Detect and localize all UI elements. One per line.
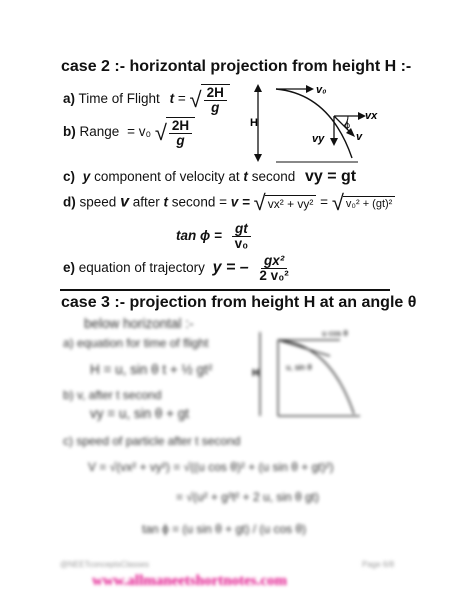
- tan-phi-num: gt: [232, 222, 251, 237]
- range-sqrt: √ $\frac{2H}{g}$: [155, 117, 195, 148]
- vy-equation: vy = gt: [305, 168, 357, 185]
- horizontal-projection-diagram: [248, 82, 388, 164]
- case3-a-text: a) equation for time of flight: [63, 336, 209, 350]
- time-num: 2H: [204, 86, 227, 101]
- item-e-label: e): [63, 260, 76, 276]
- case3-b-equation: vy = u, sin θ + gt: [90, 406, 190, 421]
- item-c-label: c): [63, 169, 76, 184]
- trajectory-num: gx²: [261, 254, 287, 269]
- y-component-row: [63, 168, 356, 186]
- time-equals: =: [177, 91, 186, 107]
- v-var: v: [120, 193, 129, 211]
- range-num: 2H: [169, 119, 192, 134]
- time-of-flight-row: [63, 84, 230, 115]
- range-den: g: [176, 133, 185, 149]
- section-divider: [60, 289, 390, 291]
- vy-label: vy: [312, 133, 325, 145]
- time-var: t: [169, 91, 175, 107]
- diagram2-top-label: u cos θ: [322, 329, 348, 338]
- second-equals-text: second =: [171, 194, 227, 210]
- trajectory-den: 2 v₀²: [259, 268, 289, 284]
- tan-phi-row: [176, 222, 251, 251]
- after-text: after: [132, 194, 160, 210]
- tan-phi-den: v₀: [234, 236, 249, 252]
- angled-projection-diagram: [250, 326, 380, 422]
- case3-title: case 3 :- projection from height H at an angle θ: [61, 294, 417, 311]
- v-label: v: [356, 131, 363, 143]
- t-var-2: t: [163, 194, 169, 210]
- trajectory-text: equation of trajectory: [78, 260, 205, 276]
- case3-tan-equation: tan ϕ = (u sin θ + gt) / (u cos θ): [142, 522, 307, 536]
- case3-subtitle: below horizontal :-: [84, 316, 194, 331]
- height-label: H: [250, 117, 258, 129]
- second-text: second: [251, 169, 296, 184]
- time-of-flight-text: Time of Flight: [78, 91, 160, 107]
- range-text: Range: [79, 124, 120, 140]
- v-equals: v =: [230, 194, 250, 210]
- speed-row: [63, 192, 395, 214]
- trajectory-lhs: y = –: [212, 259, 249, 277]
- speed-radicand-2: v₀² + (gt)²: [343, 196, 395, 210]
- case3-c-equation-1: V = √(vx² + vy²) = √((u cos θ)² + (u sin θ + gt)²): [88, 460, 334, 474]
- vx-label: vx: [365, 110, 378, 122]
- case2-title: case 2 :- horizontal projection from height H :-: [61, 58, 412, 75]
- speed-sqrt-2: √ v₀² + (gt)²: [332, 192, 396, 214]
- time-den: g: [211, 100, 220, 116]
- item-b-label: b): [63, 124, 76, 140]
- speed-sqrt-1: √ vx² + vy²: [254, 192, 317, 214]
- diagram2-inner-label: u, sin θ: [286, 363, 312, 372]
- tan-phi-lhs: tan ϕ =: [176, 228, 222, 244]
- case3-b-text: b) v, after t second: [63, 388, 162, 402]
- y-component-text: component of velocity at: [94, 169, 240, 184]
- tan-phi-fraction: [232, 222, 252, 251]
- v0-label: v₀: [316, 84, 327, 96]
- item-a-label: a): [63, 91, 76, 107]
- case3-c-equation-2: = √(u² + g²t² + 2 u, sin θ gt): [176, 490, 319, 504]
- case3-c-text: c) speed of particle after t second: [63, 434, 241, 448]
- time-sqrt: √ $\frac{2H}{g}$: [190, 84, 230, 115]
- footer-website-url[interactable]: www.allmaneetshortnotes.com: [92, 573, 287, 589]
- case3-a-equation: H = u, sin θ t + ½ gt²: [90, 362, 213, 377]
- speed-radicand-1: vx² + vy²: [265, 195, 317, 211]
- trajectory-fraction: [256, 254, 291, 283]
- footer-page-number: Page 6/8: [362, 560, 395, 569]
- trajectory-row: [63, 254, 292, 283]
- speed-equals-2: =: [320, 194, 329, 210]
- range-row: [63, 117, 195, 148]
- range-equals: = v₀: [127, 124, 152, 140]
- phi-label: ϕ: [345, 120, 351, 130]
- y-var: y: [82, 169, 91, 184]
- speed-text: speed: [79, 194, 117, 210]
- diagram2-height-label: H: [252, 368, 260, 379]
- footer-left-text: @NEETconceptsClasses: [60, 560, 150, 569]
- item-d-label: d): [63, 194, 76, 210]
- t-var: t: [243, 169, 248, 184]
